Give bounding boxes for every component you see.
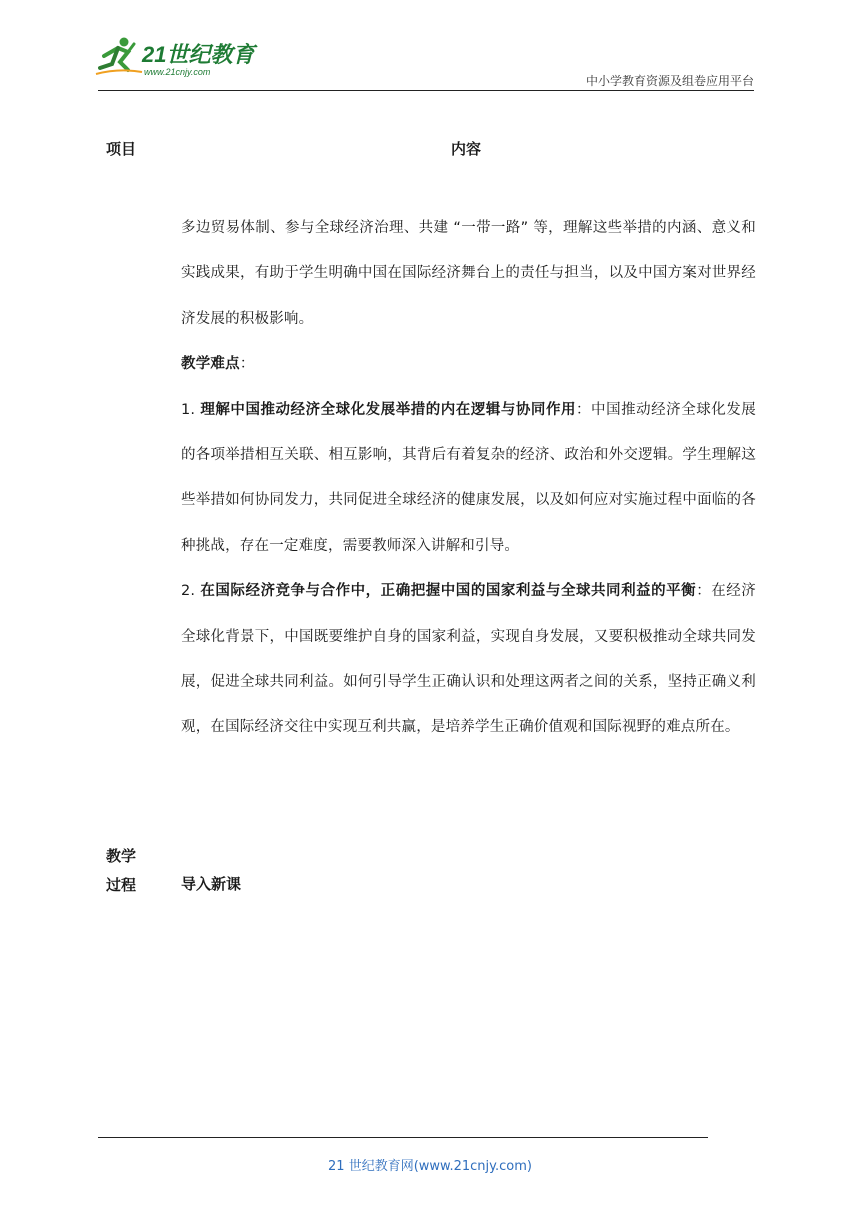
column-header-item: 项目 [106, 140, 137, 158]
item-2-title: 在国际经济竞争与合作中，正确把握中国的国家利益与全球共同利益的平衡 [200, 583, 697, 600]
item-1-number: 1. [181, 401, 201, 418]
footer-link[interactable]: 21 世纪教育网(www.21cnjy.com) [328, 1159, 532, 1174]
process-label-line-1: 教学 [106, 847, 137, 865]
header-divider [98, 90, 754, 91]
process-label-line-2: 过程 [106, 876, 137, 894]
difficulty-item-2 [181, 569, 756, 751]
difficulty-heading: 教学难点 [181, 356, 240, 373]
column-header-content: 内容 [451, 140, 482, 158]
item-1-title: 理解中国推动经济全球化发展举措的内在逻辑与协同作用 [200, 401, 577, 418]
item-2-body: ：在经济全球化背景下，中国既要维护自身的国家利益，实现自身发展，又要积极推动全球共同发展，促进全球共同利益。如何引导学生正确认识和处理这两者之间的关系，坚持正确义利观，在国际经济交往中实现互利共赢，是培养学生正确价值观和国际视野的难点所在。 [181, 583, 756, 736]
intro-heading: 导入新课 [181, 875, 242, 893]
item-1-body: ：中国推动经济全球化发展的各项举措相互关联、相互影响，其背后有着复杂的经济、政治和外交逻辑。学生理解这些举措如何协同发力，共同促进全球经济的健康发展，以及如何应对实施过程中面临的各种挑战，存在一定难度，需要教师深入讲解和引导。 [181, 401, 756, 554]
runner-icon [96, 38, 142, 75]
difficulty-heading-line [181, 342, 756, 387]
content-cell [181, 206, 756, 751]
paragraph-measures: 多边贸易体制、参与全球经济治理、共建 “一带一路” 等，理解这些举措的内涵、意义和实践成果，有助于学生明确中国在国际经济舞台上的责任与担当，以及中国方案对世界经济发展的积极影响。 [181, 220, 756, 327]
svg-text:21世纪教育: 21世纪教育 [142, 42, 255, 67]
svg-text:www.21cnjy.com: www.21cnjy.com [144, 67, 211, 77]
difficulty-colon: ： [239, 356, 255, 373]
difficulty-item-1 [181, 388, 756, 570]
footer-divider [98, 1137, 708, 1138]
site-logo [94, 34, 264, 80]
item-2-number: 2. [181, 583, 201, 600]
header-tagline: 中小学教育资源及组卷应用平台 [585, 74, 754, 88]
